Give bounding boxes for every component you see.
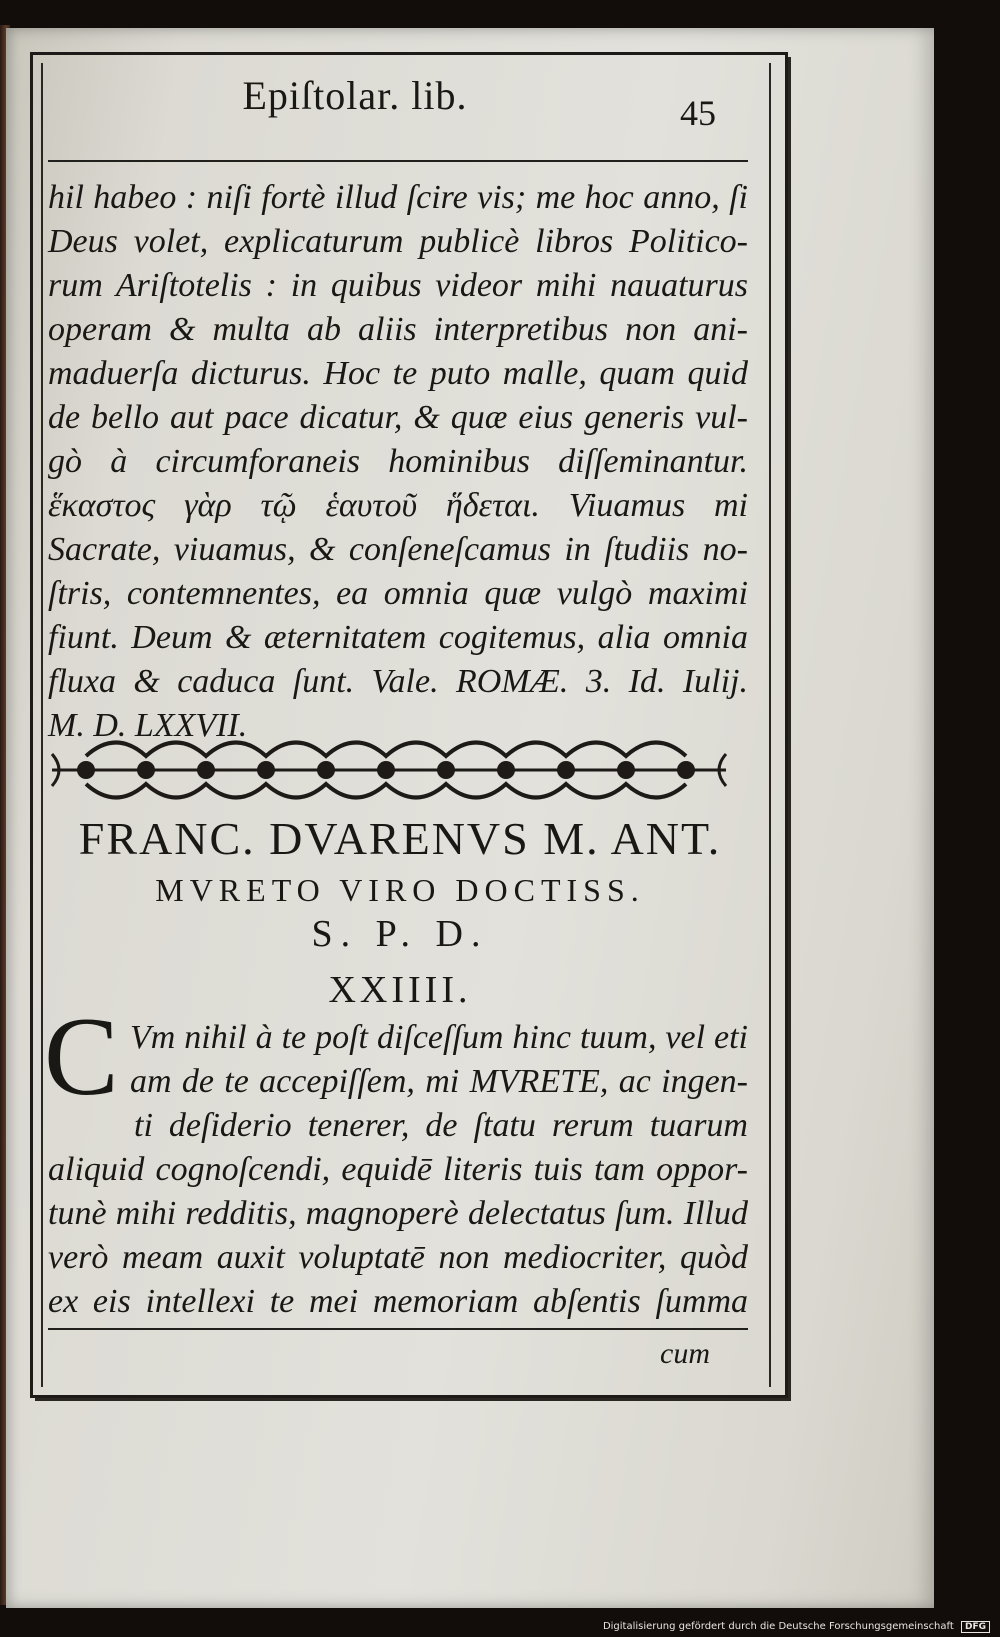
letter-number: XXIIII. bbox=[328, 969, 472, 1011]
text-line: ti deſiderio tenerer, de ſtatu rerum tuarum bbox=[134, 1107, 748, 1144]
text-line: Deus volet, explicaturum publicè libros Politico- bbox=[48, 223, 748, 260]
text-line: ſtris, contemnentes, ea omnia quæ vulgò maximi bbox=[48, 575, 748, 612]
catchword: cum bbox=[660, 1337, 710, 1370]
text-line: ex eis intellexi te mei memoriam abſentis ſumma bbox=[48, 1283, 748, 1320]
text-line: operam & multa ab aliis interpretibus non ani- bbox=[48, 311, 748, 348]
running-header: Epiſtolar. lib. bbox=[242, 73, 468, 118]
text-line: aliquid cognoſcendi, equidē literis tuis tam oppor- bbox=[48, 1151, 748, 1188]
decorative-ornament-band bbox=[46, 734, 732, 806]
text-line: tunè mihi redditis, magnoperè delectatus ſum. Illud bbox=[48, 1195, 748, 1232]
digitization-credit bbox=[603, 1621, 990, 1633]
letter-heading-recipient: MVRETO VIRO DOCTISS. bbox=[155, 872, 645, 908]
letter-heading-sender: FRANC. DVARENVS M. ANT. bbox=[78, 813, 722, 864]
year-line: M. D. LXXVII. bbox=[48, 707, 248, 744]
drop-cap: C bbox=[44, 995, 119, 1119]
text-line: de bello aut pace dicatur, & quæ eius generis vul- bbox=[48, 399, 748, 436]
letter-body bbox=[48, 1104, 748, 1324]
page-number: 45 bbox=[680, 93, 716, 133]
text-line: gò à circumforaneis hominibus diſſeminantur. bbox=[48, 443, 748, 480]
text-line: hil habeo : niſi fortè illud ſcire vis; me hoc anno, ſi bbox=[48, 179, 748, 216]
credit-text: Digitalisierung gefördert durch die Deutsche Forschungsgemeinschaft bbox=[602, 1621, 954, 1632]
text-line: fiunt. Deum & æternitatem cogitemus, alia omnia bbox=[48, 619, 748, 656]
greek-quote-line: ἕκαστος γὰρ τῷ ἑαυτοῦ ἥδεται. Viuamus mi bbox=[48, 487, 748, 524]
letter-ending bbox=[48, 176, 748, 748]
letter-body-indented bbox=[130, 1016, 748, 1104]
text-line: maduerſa dicturus. Hoc te puto malle, quam quid bbox=[48, 355, 748, 392]
text-line: verò meam auxit voluptatē non mediocriter, quòd bbox=[48, 1239, 748, 1276]
date-line: fluxa & caduca ſunt. Vale. ROMÆ. 3. Id. Iulij. bbox=[48, 663, 748, 700]
footer-rule bbox=[48, 1328, 748, 1330]
text-line: rum Ariſtotelis : in quibus videor mihi nauaturus bbox=[48, 267, 748, 304]
header-rule bbox=[48, 160, 748, 162]
text-line: Vm nihil à te poſt diſceſſum hinc tuum, vel eti bbox=[130, 1019, 748, 1056]
text-line: am de te accepiſſem, mi MVRETE, ac ingen- bbox=[130, 1063, 748, 1100]
text-line: Sacrate, viuamus, & conſeneſcamus in ſtudiis no- bbox=[48, 531, 748, 568]
dfg-logo: DFG bbox=[961, 1621, 990, 1633]
letter-heading-salutation: S. P. D. bbox=[311, 913, 489, 955]
